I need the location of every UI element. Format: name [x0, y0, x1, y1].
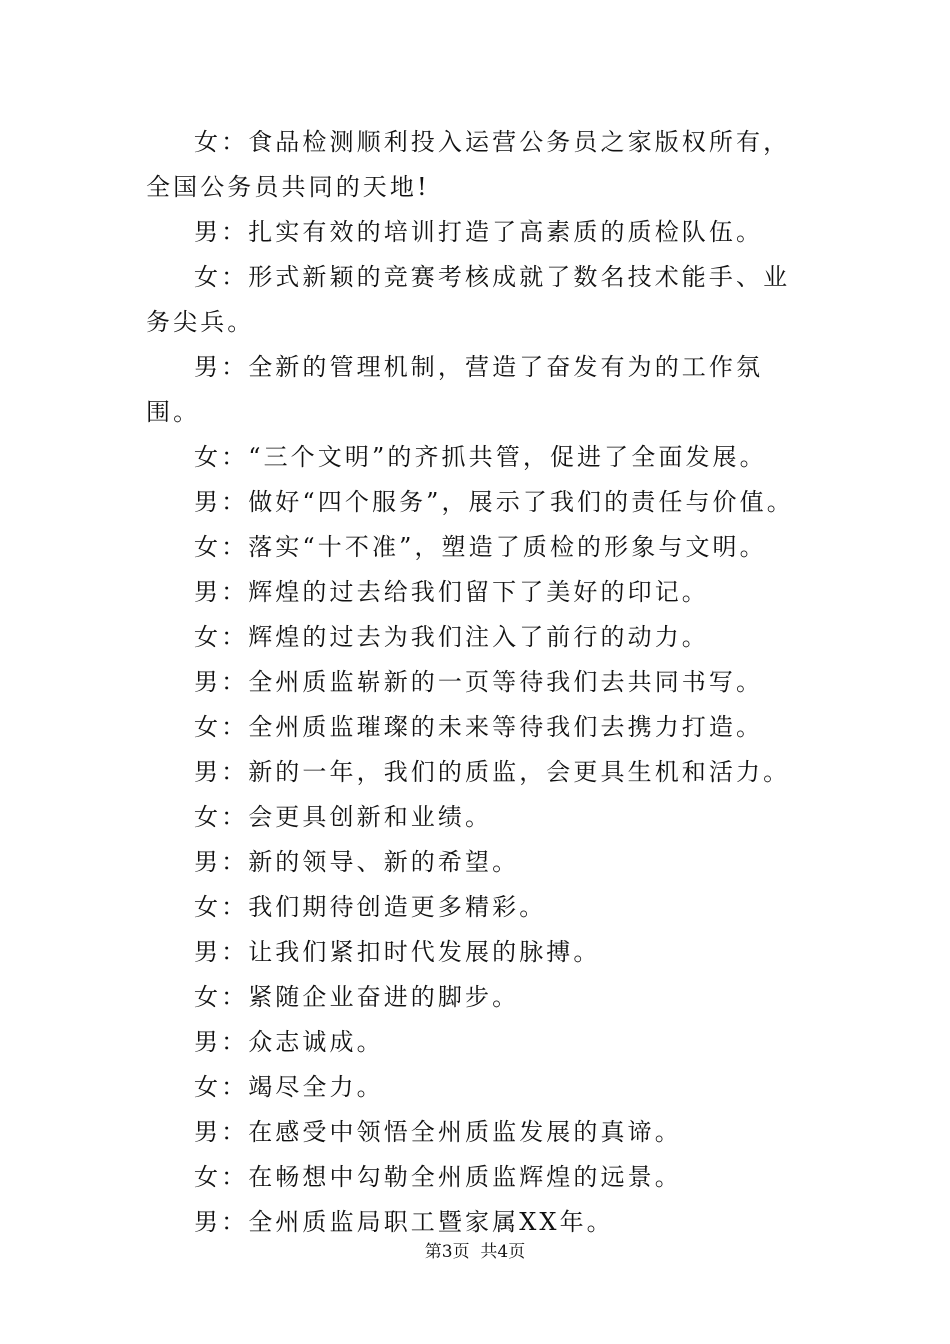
paragraph: 男：在感受中领悟全州质监发展的真谛。 [194, 1118, 682, 1146]
paragraph: 女：全州质监璀璨的未来等待我们去携力打造。 [194, 713, 764, 741]
page-total: 共4页 [480, 1242, 526, 1262]
paragraph: 男：全新的管理机制，营造了奋发有为的工作氛围。 [146, 353, 764, 426]
paragraph: 女：会更具创新和业绩。 [194, 803, 493, 831]
paragraph: 男：众志诚成。 [194, 1028, 384, 1056]
paragraph: 男：让我们紧扣时代发展的脉搏。 [194, 938, 601, 966]
paragraph: 女：落实“十不准”，塑造了质检的形象与文明。 [194, 533, 767, 561]
page-number: 第3页 [424, 1242, 470, 1262]
paragraph: 男：做好“四个服务”，展示了我们的责任与价值。 [194, 488, 794, 516]
paragraph: 女：辉煌的过去为我们注入了前行的动力。 [194, 623, 709, 651]
page-footer [0, 1240, 950, 1264]
paragraph: 女：“三个文明”的齐抓共管，促进了全面发展。 [194, 443, 767, 471]
paragraph: 男：全州质监局职工暨家属XX年。 [194, 1208, 614, 1236]
paragraph: 男：扎实有效的培训打造了高素质的质检队伍。 [194, 218, 764, 246]
paragraph: 男：全州质监崭新的一页等待我们去共同书写。 [194, 668, 764, 696]
paragraph: 女：竭尽全力。 [194, 1073, 384, 1101]
paragraph: 女：我们期待创造更多精彩。 [194, 893, 547, 921]
paragraph: 男：辉煌的过去给我们留下了美好的印记。 [194, 578, 709, 606]
paragraph: 女：食品检测顺利投入运营公务员之家版权所有，全国公务员共同的天地! [146, 128, 791, 201]
document-body [146, 120, 808, 1245]
paragraph: 男：新的一年，我们的质监，会更具生机和活力。 [194, 758, 791, 786]
paragraph: 男：新的领导、新的希望。 [194, 848, 520, 876]
paragraph: 女：在畅想中勾勒全州质监辉煌的远景。 [194, 1163, 682, 1191]
paragraph: 女：形式新颖的竞赛考核成就了数名技术能手、业务尖兵。 [146, 263, 791, 336]
paragraph: 女：紧随企业奋进的脚步。 [194, 983, 520, 1011]
